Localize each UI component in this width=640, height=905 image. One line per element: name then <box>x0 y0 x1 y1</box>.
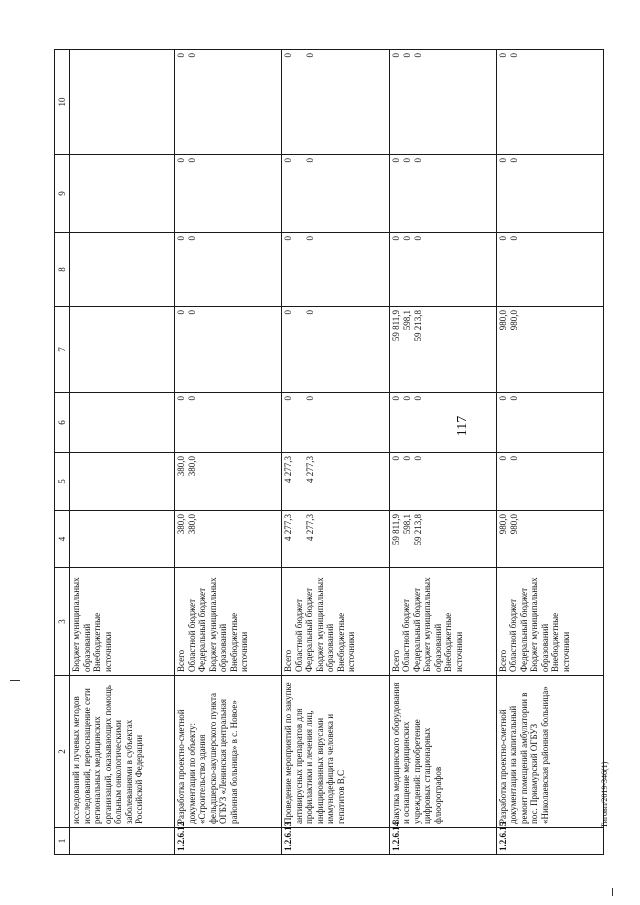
column-header: 2 <box>55 676 70 828</box>
value: 0 <box>305 396 316 401</box>
funding-sources <box>496 568 603 676</box>
value: 59 213,8 <box>412 310 423 342</box>
value: 0 <box>305 236 316 241</box>
funding-source-label: Бюджет муниципальных образований <box>529 577 550 672</box>
value <box>198 514 209 564</box>
value: 0 <box>497 456 508 461</box>
item-title: исследований и лучевых методов исследований, переоснащение сети региональных медицинских организаций, оказывающих помощь больным онкологическими заболеваниями в субъектах Российской Федерации <box>70 676 175 828</box>
funding-source-label: Областной бюджет <box>508 598 519 672</box>
funding-source-label: Всего <box>390 649 401 672</box>
value <box>71 514 92 564</box>
funding-sources <box>389 568 496 676</box>
funding-source-label: Бюджет муниципальных образований <box>207 577 229 672</box>
value: 380,0 <box>187 456 198 477</box>
value: 0 <box>305 53 316 58</box>
value <box>531 310 552 389</box>
value <box>71 158 92 229</box>
table-row <box>70 50 175 855</box>
value <box>294 396 305 449</box>
column-header: 9 <box>55 155 70 233</box>
value: 0 <box>497 158 508 163</box>
value: 0 <box>508 236 519 241</box>
value <box>230 310 251 389</box>
column-header: 5 <box>55 453 70 511</box>
value: 0 <box>176 310 187 315</box>
value <box>92 456 113 507</box>
value <box>209 158 230 229</box>
funding-source-label: Областной бюджет <box>186 598 197 672</box>
value <box>294 514 305 564</box>
header-row <box>55 50 70 855</box>
value <box>209 396 230 449</box>
funding-source-label: Областной бюджет <box>401 598 412 672</box>
value <box>230 456 251 507</box>
value: 0 <box>176 53 187 58</box>
value <box>316 53 337 151</box>
value <box>445 396 466 449</box>
value: 0 <box>401 158 412 163</box>
value <box>92 53 113 151</box>
funding-source-label: Федеральный бюджет <box>518 587 529 672</box>
value <box>337 236 358 303</box>
value: 0 <box>390 53 401 58</box>
value <box>198 456 209 507</box>
value: 0 <box>305 158 316 163</box>
value <box>424 158 445 229</box>
value <box>531 514 552 564</box>
value <box>92 514 113 564</box>
value: 980,0 <box>497 310 508 331</box>
funding-source-label: Всего <box>497 649 508 672</box>
value: 0 <box>497 53 508 58</box>
value <box>198 236 209 303</box>
value: 59 213,8 <box>412 514 423 546</box>
value <box>445 158 466 229</box>
value: 4 277,3 <box>305 514 316 541</box>
value <box>445 53 466 151</box>
value-cell <box>496 393 603 453</box>
value-cell <box>175 233 282 307</box>
value <box>552 456 573 507</box>
value-cell <box>70 233 175 307</box>
value <box>294 456 305 507</box>
funding-source-label: Областной бюджет <box>293 598 304 672</box>
value: 380,0 <box>176 456 187 477</box>
value <box>230 514 251 564</box>
value: 0 <box>401 456 412 461</box>
value: 0 <box>283 236 294 241</box>
value <box>209 53 230 151</box>
value <box>520 53 531 151</box>
value: 0 <box>283 53 294 58</box>
value: 4 277,3 <box>283 514 294 541</box>
column-header: 1 <box>55 828 70 855</box>
value <box>230 236 251 303</box>
value <box>294 310 305 389</box>
value: 0 <box>187 158 198 163</box>
value: 980,0 <box>497 514 508 535</box>
value-cell <box>175 50 282 155</box>
value <box>552 514 573 564</box>
value <box>230 158 251 229</box>
value-cell <box>389 233 496 307</box>
funding-source-label: Бюджет муниципальных образований <box>314 577 336 672</box>
value <box>230 53 251 151</box>
item-title: Разработка проектно-сметной документации по объекту: «Строительство здания фельдшерско-акушерского пункта ОГБУЗ «Ленинская центральная районная больница» в с. Новое» <box>175 676 282 828</box>
value: 0 <box>176 236 187 241</box>
value <box>531 456 552 507</box>
value <box>424 53 445 151</box>
value <box>445 514 466 564</box>
value: 0 <box>283 310 294 315</box>
value-cell <box>70 307 175 393</box>
value <box>520 236 531 303</box>
value <box>424 236 445 303</box>
value: 0 <box>187 53 198 58</box>
value-cell <box>496 155 603 233</box>
value <box>198 396 209 449</box>
value: 0 <box>187 310 198 315</box>
value: 0 <box>412 158 423 163</box>
value <box>552 53 573 151</box>
value-cell <box>70 453 175 511</box>
value <box>337 396 358 449</box>
value <box>294 158 305 229</box>
funding-source-label: Внебюджетные источники <box>443 612 464 672</box>
value-cell <box>496 50 603 155</box>
value <box>445 456 466 507</box>
value: 0 <box>283 158 294 163</box>
value <box>337 456 358 507</box>
value-cell <box>175 307 282 393</box>
rotated-table-wrapper <box>54 50 604 855</box>
value <box>520 158 531 229</box>
column-header: 7 <box>55 307 70 393</box>
value-cell <box>175 453 282 511</box>
value-cell <box>282 393 389 453</box>
item-number: 1.2.6.12 <box>175 828 282 855</box>
value: 0 <box>508 396 519 401</box>
value: 0 <box>508 158 519 163</box>
value: 0 <box>390 396 401 401</box>
margin-dash <box>10 680 20 681</box>
item-number: 1.2.6.15 <box>496 828 603 855</box>
value: 0 <box>401 236 412 241</box>
value <box>92 236 113 303</box>
value <box>316 236 337 303</box>
value <box>198 53 209 151</box>
value <box>209 514 230 564</box>
column-header: 6 <box>55 393 70 453</box>
item-title: Проведение мероприятий по закупке антивирусных препаратов для профилактики и лечения лиц, инфицированных вирусами иммунодефицита человека и гепатитов В,С <box>282 676 389 828</box>
value <box>552 158 573 229</box>
value <box>92 396 113 449</box>
value <box>445 236 466 303</box>
funding-source-label: Внебюджетные источники <box>335 612 357 672</box>
value: 0 <box>497 236 508 241</box>
item-number: 1.2.6.14 <box>389 828 496 855</box>
value-cell <box>389 453 496 511</box>
value: 380,0 <box>187 514 198 535</box>
value: 59 811,9 <box>390 514 401 546</box>
value <box>316 158 337 229</box>
value: 980,0 <box>508 514 519 535</box>
value <box>531 53 552 151</box>
value: 598,1 <box>401 514 412 535</box>
value-cell <box>496 511 603 568</box>
value: 0 <box>508 456 519 461</box>
value <box>337 310 358 389</box>
column-header: 4 <box>55 511 70 568</box>
budget-table <box>54 49 604 855</box>
funding-source-label: Внебюджетные источники <box>550 612 571 672</box>
column-header: 3 <box>55 568 70 676</box>
value <box>337 158 358 229</box>
funding-source-label: Федеральный бюджет <box>304 587 315 672</box>
value-cell <box>282 307 389 393</box>
value: 0 <box>187 236 198 241</box>
value-cell <box>70 50 175 155</box>
column-header: 10 <box>55 50 70 155</box>
document-code: Тиговп/2019-346(1) <box>600 761 609 828</box>
value <box>520 514 531 564</box>
value <box>209 310 230 389</box>
table-row <box>175 50 282 855</box>
value: 0 <box>412 396 423 401</box>
value <box>198 158 209 229</box>
margin-dash <box>612 888 613 896</box>
value-cell <box>389 50 496 155</box>
value <box>71 236 92 303</box>
value <box>316 514 337 564</box>
value: 980,0 <box>508 310 519 331</box>
funding-sources <box>70 568 175 676</box>
value: 380,0 <box>176 514 187 535</box>
funding-sources <box>282 568 389 676</box>
value <box>71 456 92 507</box>
value: 4 277,3 <box>305 456 316 483</box>
item-number: 1.2.6.13 <box>282 828 389 855</box>
value-cell <box>282 511 389 568</box>
value <box>198 310 209 389</box>
value: 598,1 <box>401 310 412 331</box>
value <box>552 236 573 303</box>
funding-source-label: Бюджет муниципальных образований <box>422 577 443 672</box>
item-number <box>70 828 175 855</box>
value: 0 <box>412 53 423 58</box>
value-cell <box>282 155 389 233</box>
funding-source-label: Бюджет муниципальных образований <box>71 577 92 672</box>
value <box>316 456 337 507</box>
value <box>316 396 337 449</box>
value: 0 <box>412 456 423 461</box>
value <box>552 396 573 449</box>
funding-source-label: Внебюджетные источники <box>92 612 113 672</box>
funding-source-label: Федеральный бюджет <box>411 587 422 672</box>
value <box>520 310 531 389</box>
value <box>71 396 92 449</box>
funding-source-label: Федеральный бюджет <box>197 587 208 672</box>
value-cell <box>175 393 282 453</box>
item-title: Разработка проектно-сметной документации на капитальный ремонт помещений амбулатории в пос. Приамурский ОГБУЗ «Николаевская районная больница» <box>496 676 603 828</box>
value <box>424 310 445 389</box>
value: 0 <box>390 456 401 461</box>
value <box>337 514 358 564</box>
item-title: Закупка медицинского оборудования и оснащение медицинских учреждений: приобретение цифровых стационарных флюорографов <box>389 676 496 828</box>
value <box>520 456 531 507</box>
value <box>294 236 305 303</box>
value-cell <box>496 307 603 393</box>
value: 0 <box>508 53 519 58</box>
table-row <box>496 50 603 855</box>
value-cell <box>175 511 282 568</box>
funding-source-label: Всего <box>176 649 187 672</box>
column-header: 8 <box>55 233 70 307</box>
value: 0 <box>401 53 412 58</box>
value: 0 <box>412 236 423 241</box>
value <box>71 53 92 151</box>
value <box>552 310 573 389</box>
table-row <box>282 50 389 855</box>
value: 0 <box>497 396 508 401</box>
value <box>316 310 337 389</box>
value-cell <box>282 233 389 307</box>
value <box>92 158 113 229</box>
value <box>337 53 358 151</box>
value <box>531 158 552 229</box>
value: 0 <box>305 310 316 315</box>
value: 4 277,3 <box>283 456 294 483</box>
value <box>531 396 552 449</box>
value <box>71 310 92 389</box>
page-number: 117 <box>455 415 470 437</box>
value: 0 <box>176 158 187 163</box>
value: 0 <box>283 396 294 401</box>
value <box>230 396 251 449</box>
value <box>209 236 230 303</box>
value-cell <box>282 453 389 511</box>
value: 0 <box>390 236 401 241</box>
value <box>92 310 113 389</box>
value <box>209 456 230 507</box>
funding-source-label: Внебюджетные источники <box>228 612 250 672</box>
value-cell <box>282 50 389 155</box>
value-cell <box>70 155 175 233</box>
table-row <box>389 50 496 855</box>
value-cell <box>389 307 496 393</box>
value: 0 <box>390 158 401 163</box>
value <box>445 310 466 389</box>
value-cell <box>496 453 603 511</box>
funding-source-label: Всего <box>283 649 294 672</box>
value-cell <box>70 393 175 453</box>
value-cell <box>389 511 496 568</box>
value: 0 <box>187 396 198 401</box>
value <box>520 396 531 449</box>
value <box>294 53 305 151</box>
value: 0 <box>176 396 187 401</box>
value: 59 811,9 <box>390 310 401 342</box>
funding-sources <box>175 568 282 676</box>
value-cell <box>175 155 282 233</box>
value-cell <box>389 393 496 453</box>
value <box>424 396 445 449</box>
value <box>531 236 552 303</box>
value-cell <box>389 155 496 233</box>
value <box>424 514 445 564</box>
value-cell <box>70 511 175 568</box>
value <box>424 456 445 507</box>
value: 0 <box>401 396 412 401</box>
value-cell <box>496 233 603 307</box>
